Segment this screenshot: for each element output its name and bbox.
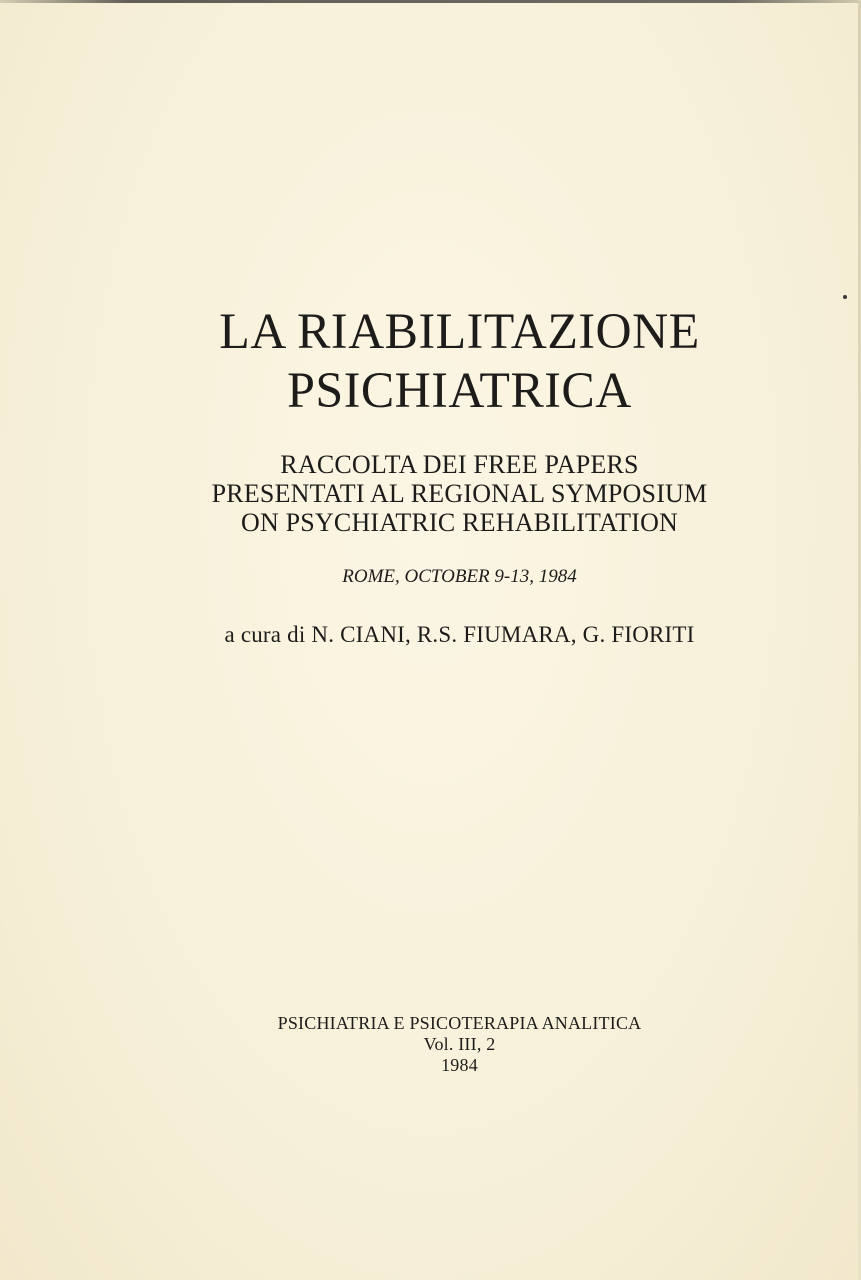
subtitle-line-1: RACCOLTA DEI FREE PAPERS: [280, 450, 639, 479]
page-top-edge: [0, 0, 861, 3]
journal-volume: Vol. III, 2: [423, 1034, 496, 1054]
place-date: ROME, OCTOBER 9-13, 1984: [342, 566, 577, 587]
paper-speck: [843, 295, 847, 299]
journal-name: PSICHIATRIA E PSICOTERAPIA ANALITICA: [277, 1013, 642, 1033]
editors-line: a cura di N. CIANI, R.S. FIUMARA, G. FIORITI: [224, 622, 695, 647]
title-line-2: PSICHIATRICA: [287, 363, 632, 419]
subtitle-line-2: PRESENTATI AL REGIONAL SYMPOSIUM: [211, 479, 708, 508]
subtitle-line-3: ON PSYCHIATRIC REHABILITATION: [240, 508, 679, 537]
title-line-1: LA RIABILITAZIONE: [219, 304, 700, 360]
journal-year: 1984: [441, 1055, 478, 1075]
